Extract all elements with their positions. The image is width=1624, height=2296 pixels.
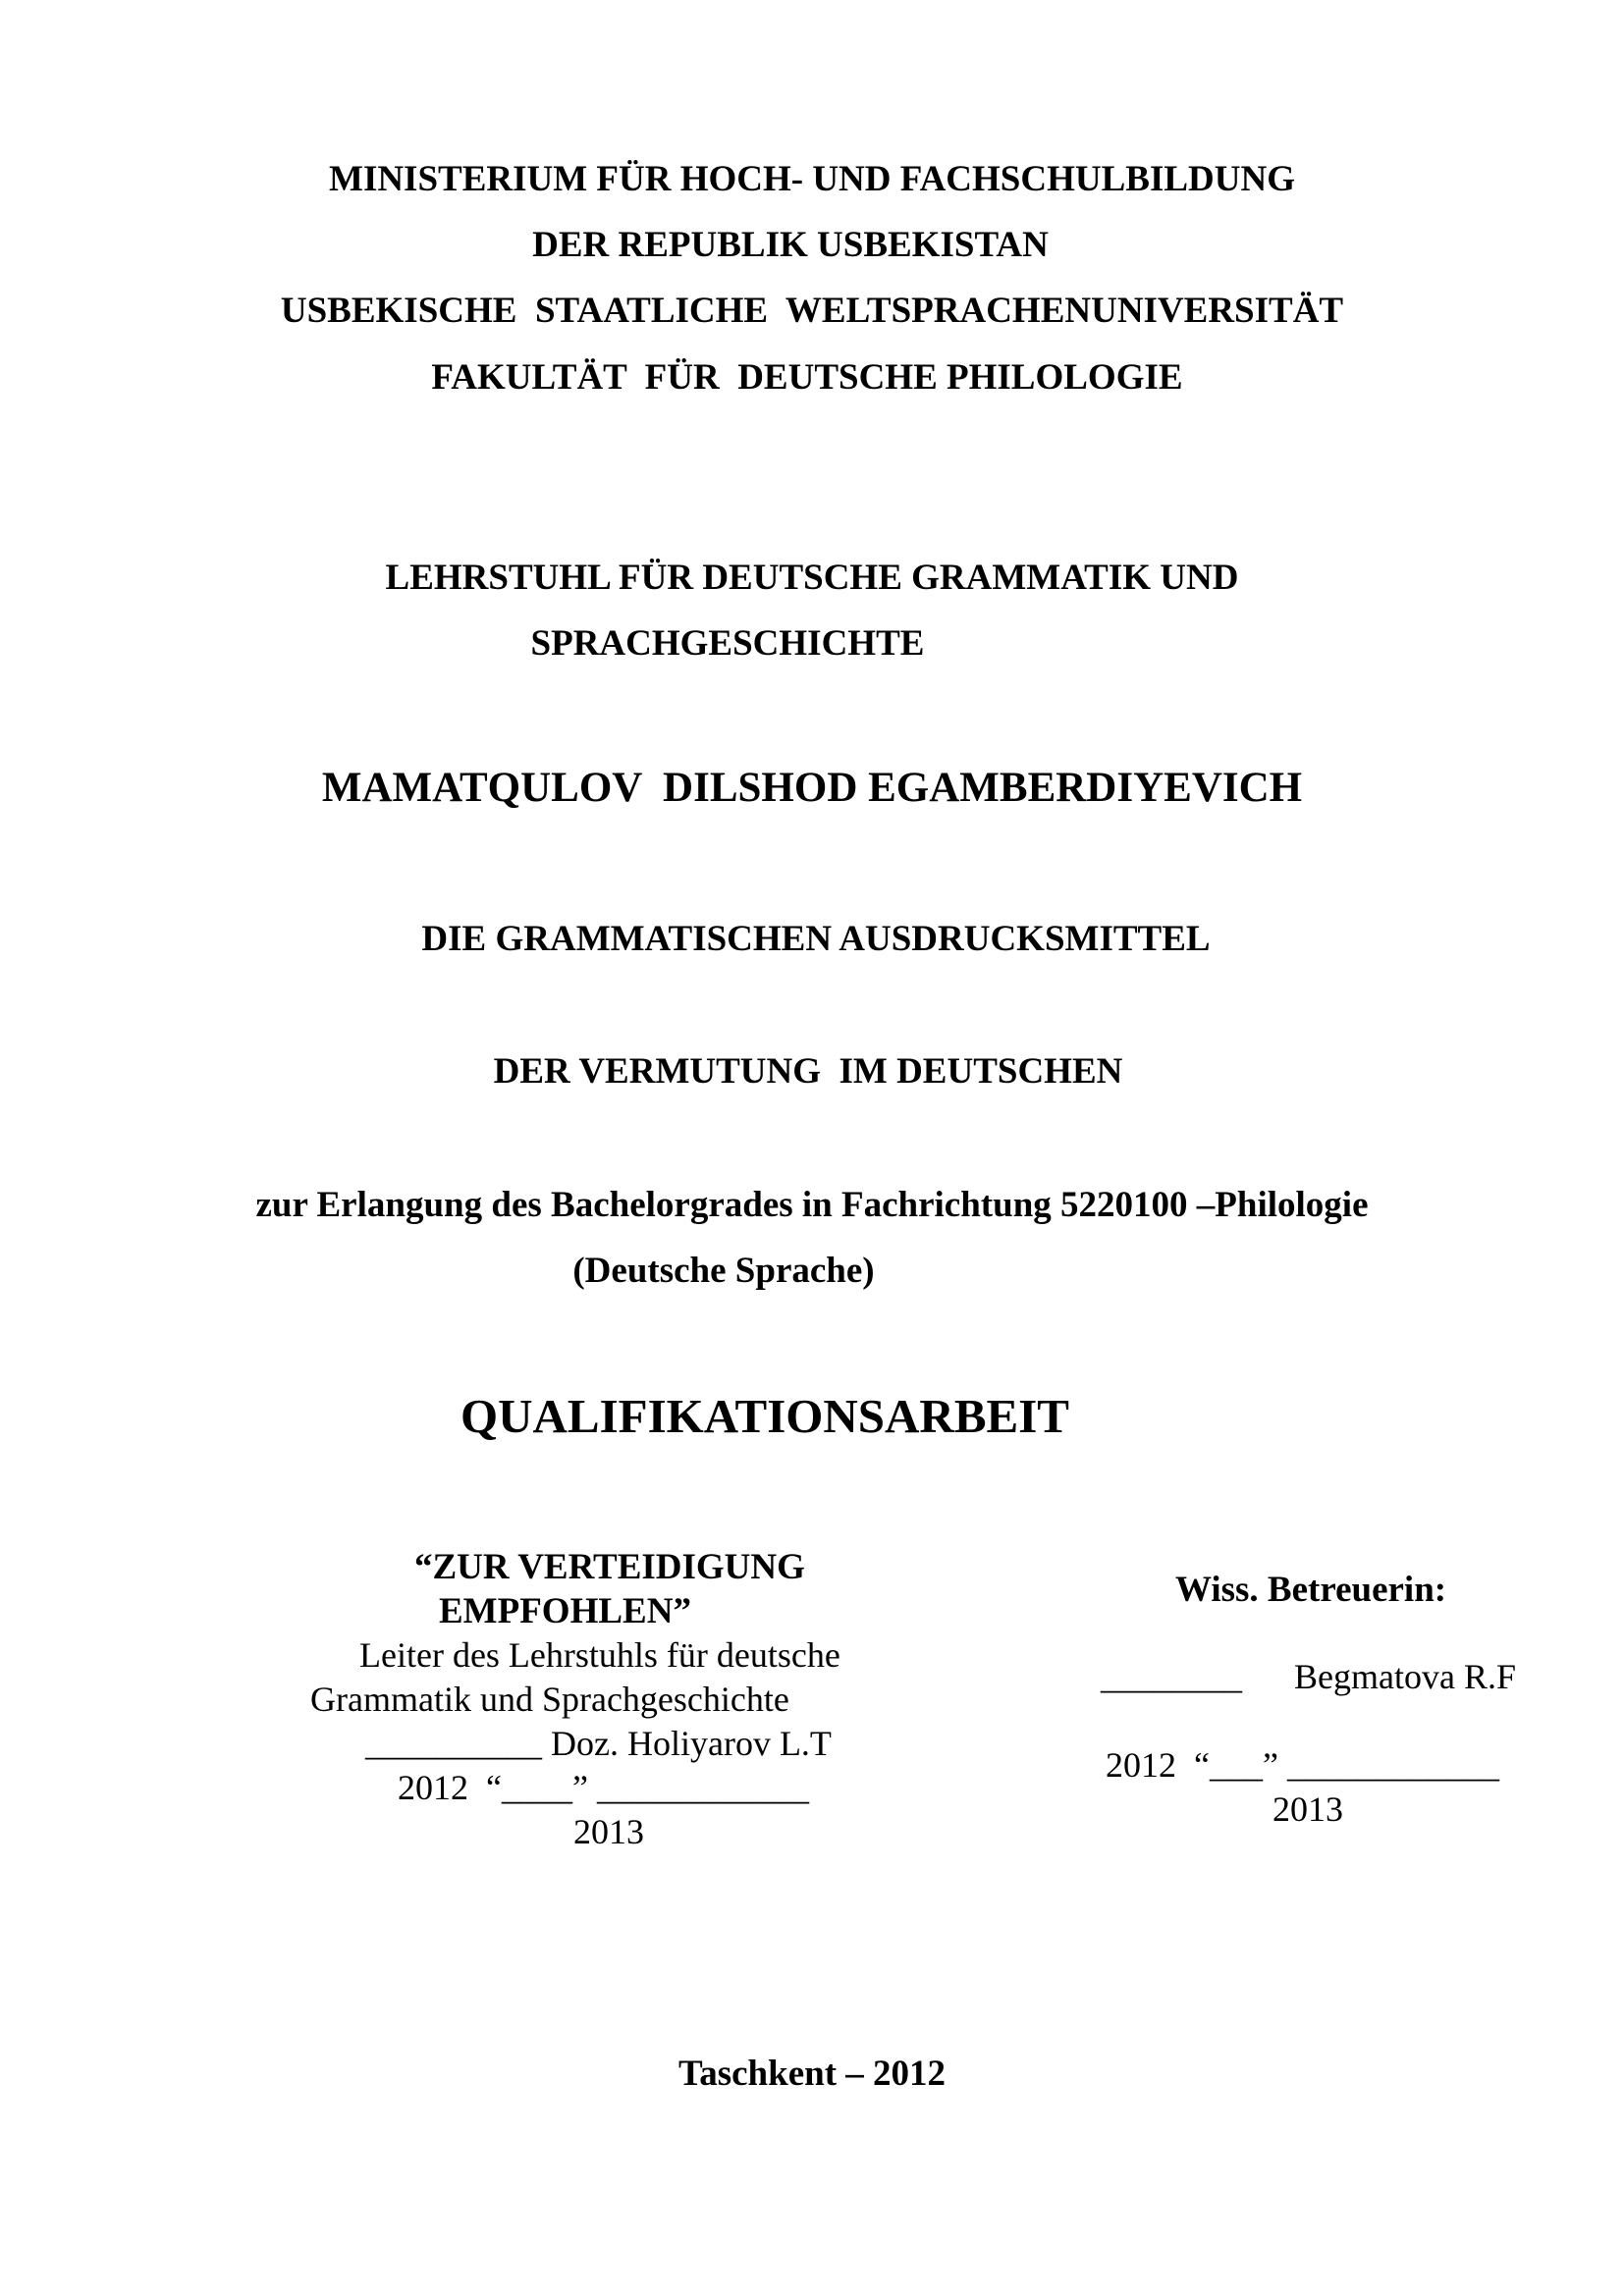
recommendation-signature-line: __________ Doz. Holiyarov L.T [365, 1724, 832, 1763]
recommendation-role-line-1: Leiter des Lehrstuhls für deutsche [359, 1635, 840, 1675]
recommendation-year: 2013 [573, 1812, 644, 1851]
chair-line-1: LEHRSTUHL FÜR DEUTSCHE GRAMMATIK UND [385, 558, 1239, 598]
supervisor-signature-blank: ________ [1101, 1657, 1242, 1696]
recommendation-heading-line-2: EMPFOHLEN” [439, 1591, 691, 1631]
university-name: USBEKISCHE STAATLICHE WELTSPRACHENUNIVERSITÄT [280, 291, 1344, 331]
place-and-date: Taschkent – 2012 [677, 2054, 947, 2094]
supervisor-year: 2013 [1272, 1789, 1343, 1829]
work-type: QUALIFIKATIONSARBEIT [460, 1389, 1069, 1443]
degree-line-1: zur Erlangung des Bachelorgrades in Fachrichtung 5220100 –Philologie [255, 1185, 1369, 1225]
ministry-line-2: DER REPUBLIK USBEKISTAN [532, 225, 1049, 265]
supervisor-date-line: 2012 “___” ____________ [1106, 1745, 1499, 1785]
chair-line-2: SPRACHGESCHICHTE [530, 623, 925, 664]
ministry-line-1: MINISTERIUM FÜR HOCH- UND FACHSCHULBILDUNG [329, 159, 1295, 199]
faculty-name: FAKULTÄT FÜR DEUTSCHE PHILOLOGIE [431, 357, 1183, 398]
author-name: MAMATQULOV DILSHOD EGAMBERDIYEVICH [321, 765, 1303, 811]
degree-line-2: (Deutsche Sprache) [572, 1251, 875, 1291]
recommendation-heading-line-1: “ZUR VERTEIDIGUNG [414, 1547, 805, 1587]
supervisor-name: Begmatova R.F [1294, 1657, 1516, 1696]
thesis-title-line-1: DIE GRAMMATISCHEN AUSDRUCKSMITTEL [421, 919, 1211, 959]
thesis-title-line-2: DER VERMUTUNG IM DEUTSCHEN [493, 1051, 1123, 1092]
supervisor-heading: Wiss. Betreuerin: [1175, 1570, 1447, 1610]
recommendation-role-line-2: Grammatik und Sprachgeschichte [310, 1680, 789, 1719]
recommendation-date-line: 2012 “____” ____________ [398, 1768, 809, 1807]
